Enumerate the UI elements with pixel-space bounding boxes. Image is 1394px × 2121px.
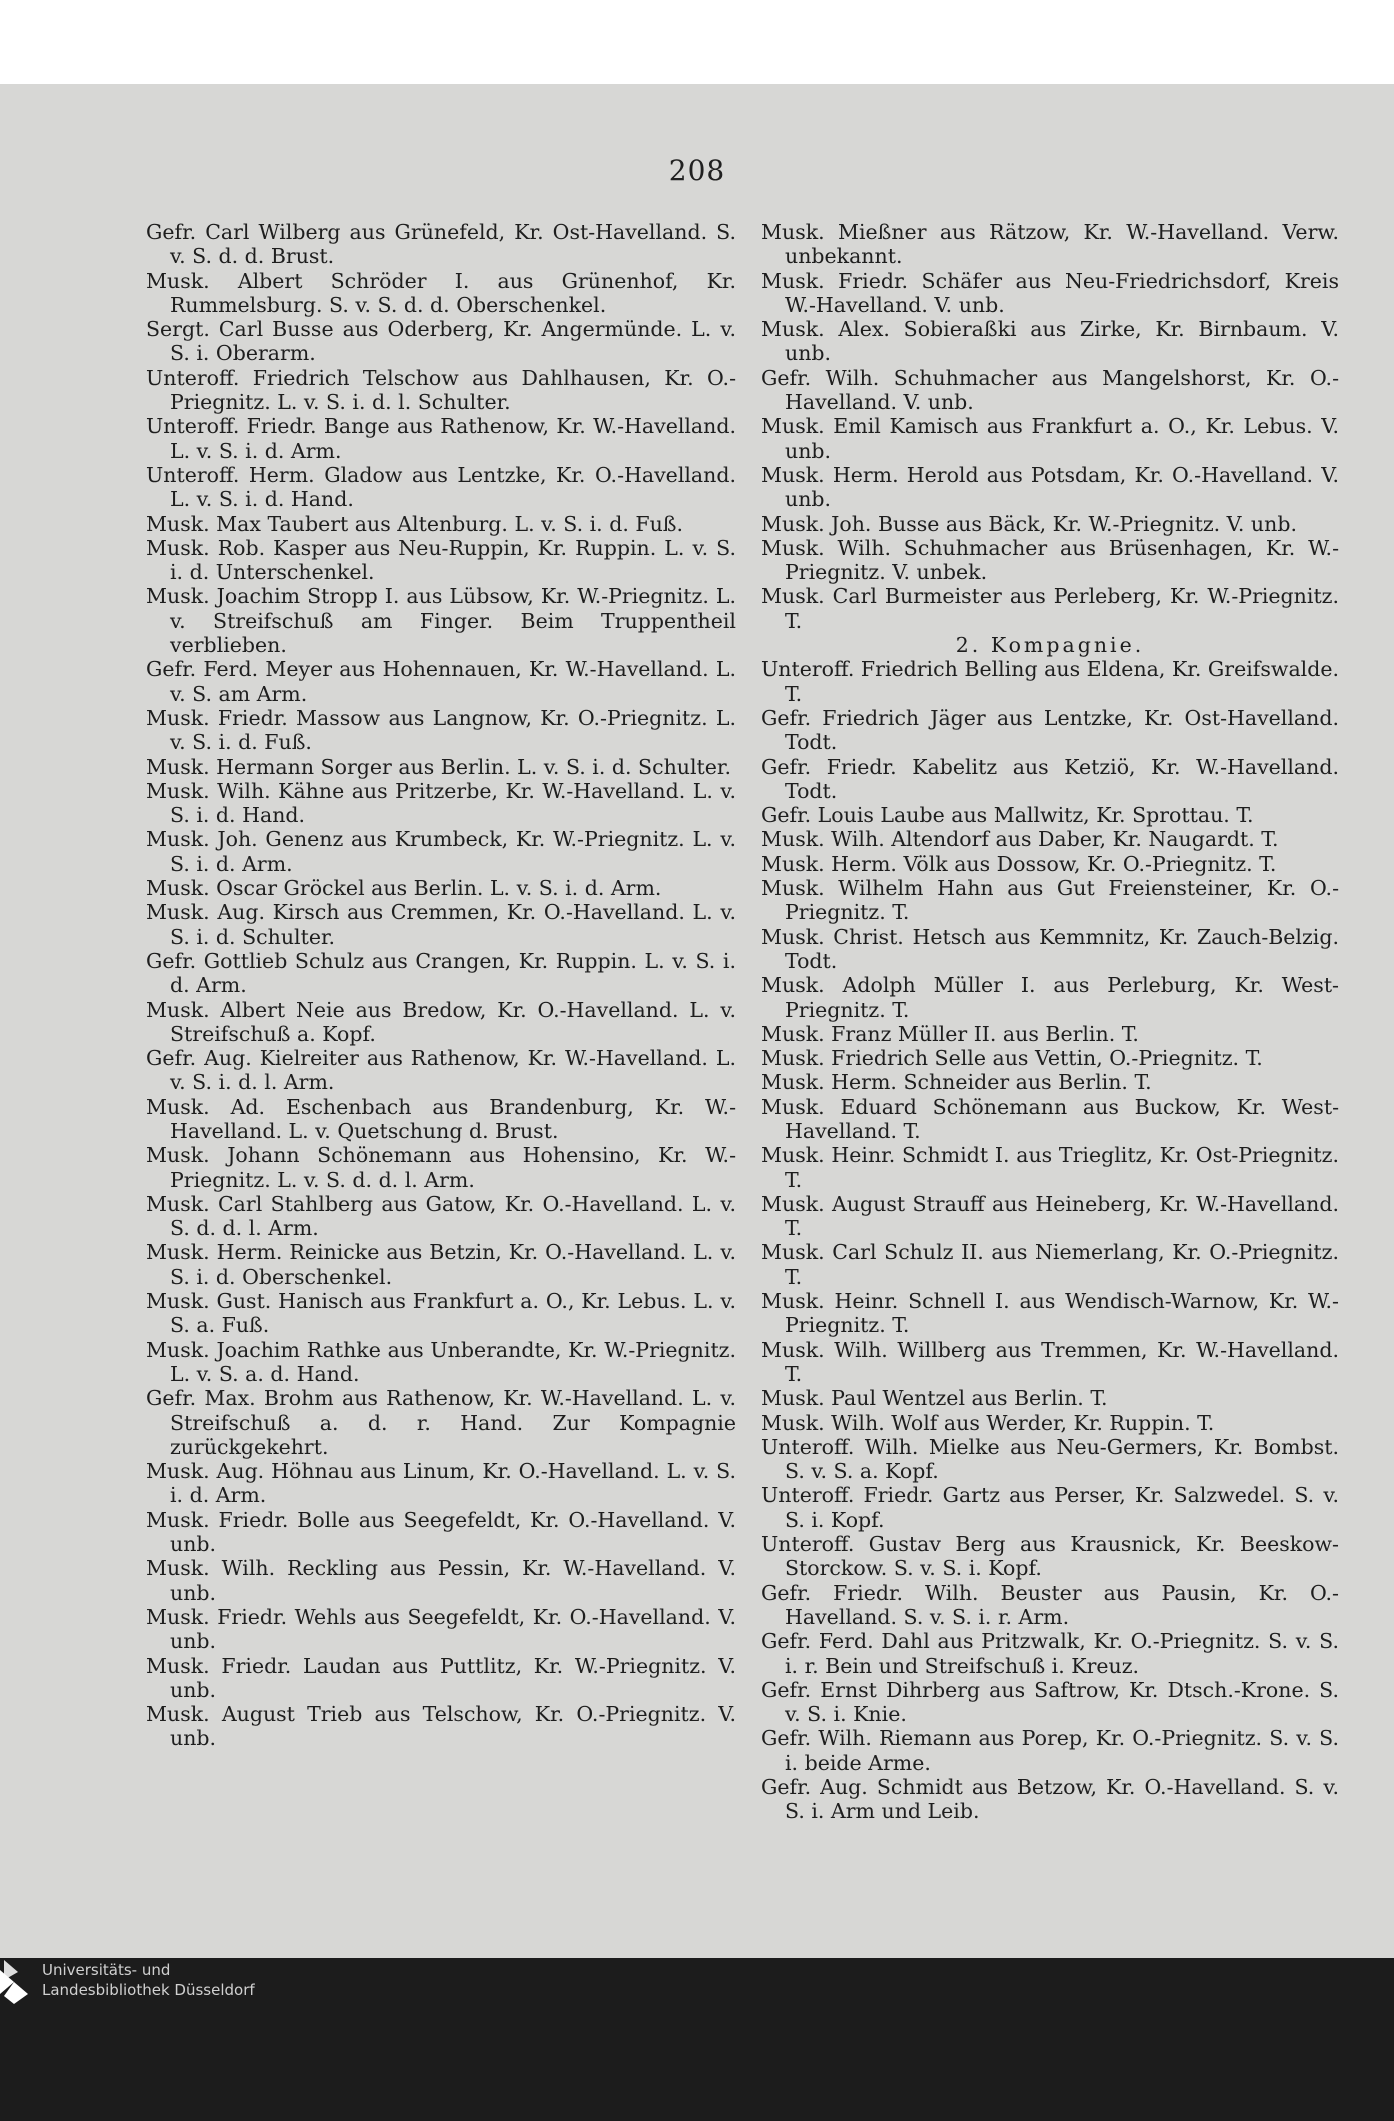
- casualty-entry: Musk. Ad. Eschenbach aus Brandenburg, Kr. W.-Havelland. L. v. Quetschung d. Brust.: [146, 1094, 736, 1143]
- casualty-entry: Musk. Herm. Völk aus Dossow, Kr. O.-Priegnitz. T.: [761, 851, 1277, 876]
- document-page: [0, 84, 1394, 1964]
- casualty-entry: Gefr. Wilh. Riemann aus Porep, Kr. O.-Priegnitz. S. v. S. i. beide Arme.: [761, 1726, 1339, 1775]
- casualty-entry: Gefr. Ernst Dihrberg aus Saftrow, Kr. Dtsch.-Krone. S. v. S. i. Knie.: [761, 1677, 1339, 1727]
- casualty-entry: Musk. Wilhelm Hahn aus Gut Freiensteiner, Kr. O.-Priegnitz. T.: [761, 876, 1339, 925]
- casualty-entry: Musk. Hermann Sorger aus Berlin. L. v. S. i. d. Schulter.: [146, 754, 731, 779]
- casualty-entry: Musk. Friedr. Bolle aus Seegefeldt, Kr. O.-Havelland. V. unb.: [146, 1507, 736, 1557]
- casualty-entry: Gefr. Aug. Kielreiter aus Rathenow, Kr. W.-Havelland. L. v. S. i. d. l. Arm.: [146, 1046, 736, 1095]
- casualty-entry: Musk. Albert Neie aus Bredow, Kr. O.-Havelland. L. v. Streifschuß a. Kopf.: [146, 997, 736, 1046]
- casualty-entry: Musk. Christ. Hetsch aus Kemmnitz, Kr. Zauch-Belzig. Todt.: [761, 924, 1339, 973]
- casualty-entry: Musk. Heinr. Schnell I. aus Wendisch-Warnow, Kr. W.-Priegnitz. T.: [761, 1289, 1339, 1338]
- casualty-entry: Musk. Wilh. Altendorf aus Daber, Kr. Naugardt. T.: [761, 827, 1279, 852]
- casualty-entry: Musk. Joh. Genenz aus Krumbeck, Kr. W.-Priegnitz. L. v. S. i. d. Arm.: [146, 827, 736, 876]
- casualty-entry: Unteroff. Gustav Berg aus Krausnick, Kr. Beeskow-Storckow. S. v. S. i. Kopf.: [761, 1532, 1339, 1581]
- casualty-entry: Musk. Carl Schulz II. aus Niemerlang, Kr. O.-Priegnitz. T.: [761, 1240, 1339, 1289]
- casualty-entry: Musk. Friedrich Selle aus Vettin, O.-Priegnitz. T.: [761, 1046, 1263, 1071]
- casualty-entry: Gefr. Friedrich Jäger aus Lentzke, Kr. Ost-Havelland. Todt.: [761, 705, 1339, 755]
- casualty-entry: Musk. Franz Müller II. aus Berlin. T.: [761, 1021, 1139, 1046]
- casualty-entry: Gefr. Ferd. Meyer aus Hohennauen, Kr. W.-Havelland. L. v. S. am Arm.: [146, 657, 736, 706]
- casualty-entry: Unteroff. Friedrich Belling aus Eldena, Kr. Greifswalde. T.: [761, 657, 1339, 706]
- casualty-entry: Musk. Wilh. Kähne aus Pritzerbe, Kr. W.-Havelland. L. v. S. i. d. Hand.: [146, 778, 736, 828]
- casualty-entry: Musk. Max Taubert aus Altenburg. L. v. S. i. d. Fuß.: [146, 511, 684, 536]
- casualty-entry: Musk. Wilh. Schuhmacher aus Brüsenhagen, Kr. W.-Priegnitz. V. unbek.: [761, 535, 1339, 585]
- library-logo-icon: [0, 1958, 36, 2006]
- casualty-entry: Musk. Johann Schönemann aus Hohensino, Kr. W.-Priegnitz. L. v. S. d. d. l. Arm.: [146, 1143, 736, 1192]
- casualty-entry: Musk. August Trieb aus Telschow, Kr. O.-Priegnitz. V. unb.: [146, 1702, 736, 1751]
- casualty-entry: Unteroff. Herm. Gladow aus Lentzke, Kr. O.-Havelland. L. v. S. i. d. Hand.: [146, 462, 736, 512]
- casualty-entry: Unteroff. Friedr. Gartz aus Perser, Kr. Salzwedel. S. v. S. i. Kopf.: [761, 1483, 1339, 1532]
- casualty-entry: Musk. Wilh. Wolf aus Werder, Kr. Ruppin. T.: [761, 1410, 1215, 1435]
- casualty-entry: Musk. Adolph Müller I. aus Perleburg, Kr. West-Priegnitz. T.: [761, 973, 1339, 1022]
- casualty-entry: Gefr. Max. Brohm aus Rathenow, Kr. W.-Havelland. L. v. Streifschuß a. d. r. Hand. Zur Kompagnie zurückgekehrt.: [146, 1386, 736, 1459]
- casualty-entry: Musk. Friedr. Massow aus Langnow, Kr. O.-Priegnitz. L. v. S. i. d. Fuß.: [146, 705, 736, 755]
- institution-line2: Landesbibliothek Düsseldorf: [42, 1981, 255, 1999]
- institution-line1: Universitäts- und: [42, 1961, 171, 1979]
- casualty-entry: Musk. Joh. Busse aus Bäck, Kr. W.-Priegnitz. V. unb.: [761, 511, 1297, 536]
- casualty-entry: Gefr. Carl Wilberg aus Grünefeld, Kr. Ost-Havelland. S. v. S. d. d. Brust.: [146, 220, 736, 269]
- casualty-entry: Musk. August Strauff aus Heineberg, Kr. W.-Havelland. T.: [761, 1191, 1339, 1241]
- casualty-entry: Musk. Carl Stahlberg aus Gatow, Kr. O.-Havelland. L. v. S. d. d. l. Arm.: [146, 1191, 736, 1241]
- casualty-entry: Musk. Herm. Reinicke aus Betzin, Kr. O.-Havelland. L. v. S. i. d. Oberschenkel.: [146, 1240, 736, 1289]
- casualty-entry: Gefr. Friedr. Kabelitz aus Ketziö, Kr. W.-Havelland. Todt.: [761, 754, 1339, 803]
- casualty-entry: Unteroff. Friedrich Telschow aus Dahlhausen, Kr. O.-Priegnitz. L. v. S. i. d. l. Schulter.: [146, 365, 736, 415]
- casualty-entry: Gefr. Friedr. Wilh. Beuster aus Pausin, Kr. O.-Havelland. S. v. S. i. r. Arm.: [761, 1580, 1339, 1629]
- casualty-entry: Musk. Emil Kamisch aus Frankfurt a. O., Kr. Lebus. V. unb.: [761, 414, 1339, 463]
- casualty-entry: Musk. Friedr. Laudan aus Puttlitz, Kr. W.-Priegnitz. V. unb.: [146, 1653, 736, 1702]
- casualty-entry: Musk. Heinr. Schmidt I. aus Trieglitz, Kr. Ost-Priegnitz. T.: [761, 1143, 1339, 1192]
- institution-label: [42, 1960, 255, 2000]
- casualty-entry: Unteroff. Friedr. Bange aus Rathenow, Kr. W.-Havelland. L. v. S. i. d. Arm.: [146, 414, 736, 463]
- right-column: [761, 220, 1339, 1824]
- casualty-entry: Musk. Joachim Stropp I. aus Lübsow, Kr. W.-Priegnitz. L. v. Streifschuß am Finger. Beim Truppentheil verblieben.: [146, 584, 736, 658]
- casualty-entry: Musk. Friedr. Schäfer aus Neu-Friedrichsdorf, Kreis W.-Havelland. V. unb.: [761, 268, 1339, 317]
- casualty-entry: Musk. Herm. Schneider aus Berlin. T.: [761, 1070, 1152, 1095]
- casualty-entry: Musk. Joachim Rathke aus Unberandte, Kr. W.-Priegnitz. L. v. S. a. d. Hand.: [146, 1337, 736, 1386]
- casualty-entry: Musk. Paul Wentzel aus Berlin. T.: [761, 1386, 1108, 1411]
- casualty-entry: Musk. Wilh. Willberg aus Tremmen, Kr. W.-Havelland. T.: [761, 1337, 1339, 1386]
- casualty-entry: Musk. Carl Burmeister aus Perleberg, Kr. W.-Priegnitz. T.: [761, 584, 1339, 633]
- casualty-entry: Musk. Wilh. Reckling aus Pessin, Kr. W.-Havelland. V. unb.: [146, 1556, 736, 1605]
- right-column-part2: [761, 657, 1339, 1823]
- casualty-entry: Musk. Eduard Schönemann aus Buckow, Kr. West-Havelland. T.: [761, 1094, 1339, 1143]
- casualty-entry: Musk. Herm. Herold aus Potsdam, Kr. O.-Havelland. V. unb.: [761, 462, 1339, 512]
- page-number: 208: [668, 154, 726, 187]
- casualty-entry: Gefr. Aug. Schmidt aus Betzow, Kr. O.-Havelland. S. v. S. i. Arm und Leib.: [761, 1775, 1339, 1824]
- scan-top-margin: [0, 0, 1394, 84]
- casualty-entry: Musk. Friedr. Wehls aus Seegefeldt, Kr. O.-Havelland. V. unb.: [146, 1604, 736, 1654]
- casualty-entry: Musk. Albert Schröder I. aus Grünenhof, Kr. Rummelsburg. S. v. S. d. d. Oberschenkel.: [146, 268, 736, 317]
- casualty-entry: Musk. Mießner aus Rätzow, Kr. W.-Havelland. Verw. unbekannt.: [761, 220, 1339, 269]
- casualty-entry: Unteroff. Wilh. Mielke aus Neu-Germers, Kr. Bombst. S. v. S. a. Kopf.: [761, 1434, 1339, 1484]
- casualty-entry: Musk. Aug. Höhnau aus Linum, Kr. O.-Havelland. L. v. S. i. d. Arm.: [146, 1459, 736, 1508]
- left-column: [146, 220, 736, 1751]
- casualty-entry: Gefr. Ferd. Dahl aus Pritzwalk, Kr. O.-Priegnitz. S. v. S. i. r. Bein und Streifschuß i. Kreuz.: [761, 1629, 1339, 1678]
- casualty-entry: Gefr. Gottlieb Schulz aus Crangen, Kr. Ruppin. L. v. S. i. d. Arm.: [146, 948, 736, 998]
- casualty-entry: Musk. Alex. Sobieraßki aus Zirke, Kr. Birnbaum. V. unb.: [761, 317, 1339, 366]
- casualty-entry: Musk. Gust. Hanisch aus Frankfurt a. O., Kr. Lebus. L. v. S. a. Fuß.: [146, 1289, 736, 1338]
- right-column-part1: [761, 220, 1339, 633]
- casualty-entry: Sergt. Carl Busse aus Oderberg, Kr. Angermünde. L. v. S. i. Oberarm.: [146, 317, 736, 366]
- company-heading: 2. Kompagnie.: [955, 633, 1145, 658]
- casualty-entry: Gefr. Louis Laube aus Mallwitz, Kr. Sprottau. T.: [761, 803, 1254, 828]
- casualty-entry: Musk. Rob. Kasper aus Neu-Ruppin, Kr. Ruppin. L. v. S. i. d. Unterschenkel.: [146, 535, 736, 585]
- casualty-entry: Musk. Oscar Gröckel aus Berlin. L. v. S. i. d. Arm.: [146, 876, 662, 901]
- casualty-entry: Gefr. Wilh. Schuhmacher aus Mangelshorst, Kr. O.-Havelland. V. unb.: [761, 365, 1339, 415]
- casualty-entry: Musk. Aug. Kirsch aus Cremmen, Kr. O.-Havelland. L. v. S. i. d. Schulter.: [146, 900, 736, 949]
